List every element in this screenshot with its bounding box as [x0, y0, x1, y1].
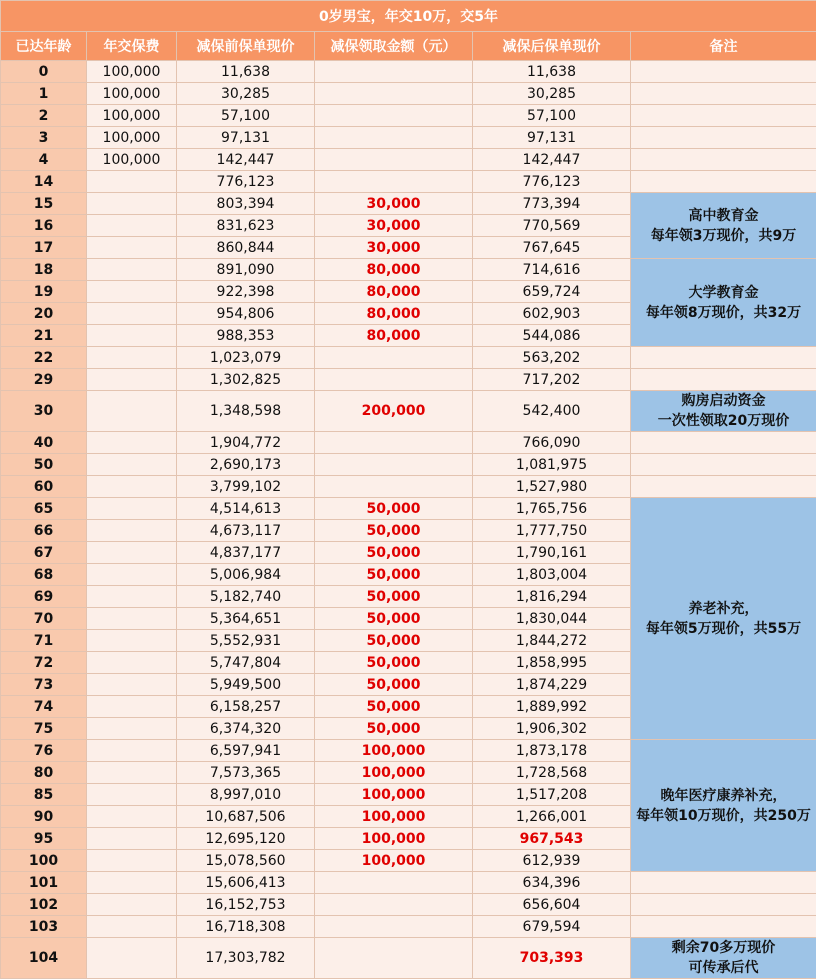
age-cell: 60 [1, 476, 87, 498]
withdrawal-cell: 50,000 [315, 520, 473, 542]
value-before-cell: 776,123 [177, 171, 315, 193]
value-before-cell: 4,837,177 [177, 542, 315, 564]
value-before-cell: 5,747,804 [177, 652, 315, 674]
value-after-cell: 57,100 [473, 105, 631, 127]
value-before-cell: 3,799,102 [177, 476, 315, 498]
value-before-cell: 5,552,931 [177, 630, 315, 652]
note-line: 高中教育金 [631, 206, 816, 226]
value-before-cell: 5,364,651 [177, 608, 315, 630]
premium-cell [87, 369, 177, 391]
value-after-cell: 544,086 [473, 325, 631, 347]
age-cell: 15 [1, 193, 87, 215]
value-after-cell: 767,645 [473, 237, 631, 259]
header-value-after: 减保后保单现价 [473, 32, 631, 61]
withdrawal-cell: 80,000 [315, 281, 473, 303]
value-before-cell: 954,806 [177, 303, 315, 325]
value-before-cell: 803,394 [177, 193, 315, 215]
header-value-before: 减保前保单现价 [177, 32, 315, 61]
note-cell-empty [631, 872, 816, 894]
age-cell: 14 [1, 171, 87, 193]
value-before-cell: 6,597,941 [177, 740, 315, 762]
table-row [1, 916, 816, 938]
value-after-cell: 634,396 [473, 872, 631, 894]
withdrawal-cell [315, 432, 473, 454]
premium-cell [87, 347, 177, 369]
premium-cell [87, 872, 177, 894]
header-notes: 备注 [631, 32, 816, 61]
table-row [1, 127, 816, 149]
value-before-cell: 7,573,365 [177, 762, 315, 784]
withdrawal-cell: 100,000 [315, 806, 473, 828]
withdrawal-cell: 50,000 [315, 674, 473, 696]
value-after-cell: 563,202 [473, 347, 631, 369]
premium-cell [87, 784, 177, 806]
withdrawal-cell [315, 149, 473, 171]
value-before-cell: 15,606,413 [177, 872, 315, 894]
premium-cell [87, 850, 177, 872]
premium-cell [87, 828, 177, 850]
value-before-cell: 8,997,010 [177, 784, 315, 806]
table-row [1, 171, 816, 193]
value-after-cell: 1,728,568 [473, 762, 631, 784]
premium-cell: 100,000 [87, 83, 177, 105]
value-after-cell: 679,594 [473, 916, 631, 938]
premium-cell: 100,000 [87, 105, 177, 127]
note-cell-empty [631, 894, 816, 916]
premium-cell [87, 938, 177, 979]
withdrawal-cell: 100,000 [315, 828, 473, 850]
premium-cell [87, 916, 177, 938]
withdrawal-cell [315, 61, 473, 83]
value-after-cell: 766,090 [473, 432, 631, 454]
age-cell: 66 [1, 520, 87, 542]
note-cell-empty [631, 149, 816, 171]
table-row [1, 259, 816, 281]
withdrawal-cell: 80,000 [315, 325, 473, 347]
value-after-cell: 11,638 [473, 61, 631, 83]
withdrawal-cell [315, 127, 473, 149]
premium-cell [87, 193, 177, 215]
value-after-cell: 1,081,975 [473, 454, 631, 476]
table-row [1, 498, 816, 520]
value-after-cell: 602,903 [473, 303, 631, 325]
age-cell: 1 [1, 83, 87, 105]
table-row [1, 149, 816, 171]
note-cell-empty [631, 83, 816, 105]
value-after-cell: 717,202 [473, 369, 631, 391]
note-cell-empty [631, 454, 816, 476]
premium-cell [87, 674, 177, 696]
value-after-cell: 142,447 [473, 149, 631, 171]
withdrawal-cell [315, 369, 473, 391]
value-after-cell: 703,393 [473, 938, 631, 979]
premium-cell [87, 432, 177, 454]
table-row [1, 740, 816, 762]
value-before-cell: 922,398 [177, 281, 315, 303]
table-row [1, 938, 816, 979]
value-after-cell: 1,906,302 [473, 718, 631, 740]
note-cell [631, 193, 816, 259]
age-cell: 72 [1, 652, 87, 674]
age-cell: 80 [1, 762, 87, 784]
header-age: 已达年龄 [1, 32, 87, 61]
age-cell: 29 [1, 369, 87, 391]
age-cell: 73 [1, 674, 87, 696]
table-body [1, 61, 816, 979]
value-before-cell: 1,348,598 [177, 391, 315, 432]
age-cell: 74 [1, 696, 87, 718]
value-after-cell: 770,569 [473, 215, 631, 237]
age-cell: 4 [1, 149, 87, 171]
premium-cell [87, 520, 177, 542]
premium-cell [87, 564, 177, 586]
value-before-cell: 1,023,079 [177, 347, 315, 369]
premium-cell [87, 171, 177, 193]
note-line: 大学教育金 [631, 283, 816, 303]
note-line: 剩余70多万现价 [631, 938, 816, 958]
table-row [1, 872, 816, 894]
withdrawal-cell: 50,000 [315, 586, 473, 608]
note-cell [631, 938, 816, 979]
premium-cell: 100,000 [87, 149, 177, 171]
table-row [1, 476, 816, 498]
value-after-cell: 1,790,161 [473, 542, 631, 564]
age-cell: 70 [1, 608, 87, 630]
note-line: 购房启动资金 [631, 391, 816, 411]
withdrawal-cell: 200,000 [315, 391, 473, 432]
value-after-cell: 656,604 [473, 894, 631, 916]
withdrawal-cell: 50,000 [315, 652, 473, 674]
table-row [1, 83, 816, 105]
value-after-cell: 1,830,044 [473, 608, 631, 630]
value-before-cell: 988,353 [177, 325, 315, 347]
value-after-cell: 1,777,750 [473, 520, 631, 542]
withdrawal-cell: 100,000 [315, 740, 473, 762]
withdrawal-cell [315, 894, 473, 916]
age-cell: 103 [1, 916, 87, 938]
table-row [1, 369, 816, 391]
value-before-cell: 6,158,257 [177, 696, 315, 718]
value-before-cell: 12,695,120 [177, 828, 315, 850]
age-cell: 3 [1, 127, 87, 149]
note-cell-empty [631, 105, 816, 127]
note-cell [631, 740, 816, 872]
note-cell-empty [631, 476, 816, 498]
value-before-cell: 860,844 [177, 237, 315, 259]
table-row [1, 432, 816, 454]
age-cell: 16 [1, 215, 87, 237]
note-cell [631, 498, 816, 740]
note-cell [631, 259, 816, 347]
value-before-cell: 6,374,320 [177, 718, 315, 740]
note-cell-empty [631, 171, 816, 193]
header-row [1, 32, 816, 61]
value-after-cell: 659,724 [473, 281, 631, 303]
value-after-cell: 542,400 [473, 391, 631, 432]
premium-cell [87, 762, 177, 784]
withdrawal-cell [315, 476, 473, 498]
value-before-cell: 15,078,560 [177, 850, 315, 872]
note-line: 每年领5万现价，共55万 [631, 619, 816, 639]
value-before-cell: 891,090 [177, 259, 315, 281]
premium-cell [87, 718, 177, 740]
value-after-cell: 1,266,001 [473, 806, 631, 828]
note-line: 可传承后代 [631, 958, 816, 978]
age-cell: 50 [1, 454, 87, 476]
value-after-cell: 1,844,272 [473, 630, 631, 652]
premium-cell [87, 652, 177, 674]
withdrawal-cell: 30,000 [315, 237, 473, 259]
premium-cell [87, 586, 177, 608]
header-annual-premium: 年交保费 [87, 32, 177, 61]
premium-cell [87, 740, 177, 762]
value-after-cell: 1,803,004 [473, 564, 631, 586]
table-row [1, 193, 816, 215]
withdrawal-cell: 50,000 [315, 564, 473, 586]
note-cell-empty [631, 432, 816, 454]
withdrawal-cell: 50,000 [315, 696, 473, 718]
premium-cell [87, 542, 177, 564]
table-row [1, 347, 816, 369]
withdrawal-cell: 50,000 [315, 718, 473, 740]
age-cell: 17 [1, 237, 87, 259]
value-after-cell: 967,543 [473, 828, 631, 850]
header-withdrawal-amount: 减保领取金额（元） [315, 32, 473, 61]
value-before-cell: 57,100 [177, 105, 315, 127]
note-line: 一次性领取20万现价 [631, 411, 816, 431]
note-line: 每年领8万现价，共32万 [631, 303, 816, 323]
premium-cell [87, 259, 177, 281]
withdrawal-cell: 100,000 [315, 784, 473, 806]
age-cell: 100 [1, 850, 87, 872]
age-cell: 22 [1, 347, 87, 369]
withdrawal-cell [315, 938, 473, 979]
table-row [1, 894, 816, 916]
age-cell: 95 [1, 828, 87, 850]
value-after-cell: 1,874,229 [473, 674, 631, 696]
withdrawal-cell [315, 105, 473, 127]
table-row [1, 454, 816, 476]
value-before-cell: 5,006,984 [177, 564, 315, 586]
table-title: 0岁男宝，年交10万，交5年 [1, 1, 816, 32]
value-after-cell: 1,889,992 [473, 696, 631, 718]
table-row [1, 391, 816, 432]
premium-cell [87, 806, 177, 828]
premium-cell [87, 391, 177, 432]
withdrawal-cell: 50,000 [315, 498, 473, 520]
age-cell: 0 [1, 61, 87, 83]
value-after-cell: 30,285 [473, 83, 631, 105]
note-line: 每年领3万现价，共9万 [631, 226, 816, 246]
note-line: 晚年医疗康养补充， [631, 786, 816, 806]
age-cell: 102 [1, 894, 87, 916]
withdrawal-cell: 50,000 [315, 542, 473, 564]
withdrawal-cell: 80,000 [315, 259, 473, 281]
value-before-cell: 16,152,753 [177, 894, 315, 916]
note-cell-empty [631, 916, 816, 938]
withdrawal-cell: 100,000 [315, 850, 473, 872]
age-cell: 30 [1, 391, 87, 432]
premium-cell [87, 476, 177, 498]
note-cell-empty [631, 347, 816, 369]
value-before-cell: 30,285 [177, 83, 315, 105]
value-before-cell: 11,638 [177, 61, 315, 83]
age-cell: 68 [1, 564, 87, 586]
value-after-cell: 612,939 [473, 850, 631, 872]
note-cell [631, 391, 816, 432]
withdrawal-cell: 50,000 [315, 608, 473, 630]
value-before-cell: 97,131 [177, 127, 315, 149]
value-after-cell: 1,765,756 [473, 498, 631, 520]
withdrawal-cell [315, 347, 473, 369]
note-line: 每年领10万现价，共250万 [631, 806, 816, 826]
premium-cell [87, 237, 177, 259]
age-cell: 71 [1, 630, 87, 652]
value-before-cell: 4,514,613 [177, 498, 315, 520]
age-cell: 2 [1, 105, 87, 127]
premium-cell [87, 894, 177, 916]
value-before-cell: 5,182,740 [177, 586, 315, 608]
value-before-cell: 16,718,308 [177, 916, 315, 938]
withdrawal-cell [315, 916, 473, 938]
age-cell: 21 [1, 325, 87, 347]
age-cell: 104 [1, 938, 87, 979]
value-before-cell: 1,904,772 [177, 432, 315, 454]
value-before-cell: 4,673,117 [177, 520, 315, 542]
premium-cell [87, 696, 177, 718]
premium-cell: 100,000 [87, 127, 177, 149]
withdrawal-cell [315, 83, 473, 105]
withdrawal-cell: 30,000 [315, 193, 473, 215]
value-after-cell: 1,527,980 [473, 476, 631, 498]
note-cell-empty [631, 369, 816, 391]
withdrawal-cell: 50,000 [315, 630, 473, 652]
age-cell: 101 [1, 872, 87, 894]
withdrawal-cell [315, 171, 473, 193]
premium-cell [87, 215, 177, 237]
premium-cell [87, 630, 177, 652]
age-cell: 90 [1, 806, 87, 828]
age-cell: 67 [1, 542, 87, 564]
value-after-cell: 776,123 [473, 171, 631, 193]
value-after-cell: 1,858,995 [473, 652, 631, 674]
table-title-row [1, 1, 816, 32]
table-row [1, 105, 816, 127]
premium-cell [87, 498, 177, 520]
withdrawal-cell: 30,000 [315, 215, 473, 237]
premium-cell [87, 325, 177, 347]
note-line: 养老补充， [631, 599, 816, 619]
note-cell-empty [631, 127, 816, 149]
premium-cell [87, 608, 177, 630]
value-after-cell: 97,131 [473, 127, 631, 149]
age-cell: 76 [1, 740, 87, 762]
premium-cell [87, 454, 177, 476]
age-cell: 40 [1, 432, 87, 454]
note-cell-empty [631, 61, 816, 83]
withdrawal-cell: 100,000 [315, 762, 473, 784]
value-before-cell: 10,687,506 [177, 806, 315, 828]
age-cell: 85 [1, 784, 87, 806]
value-before-cell: 17,303,782 [177, 938, 315, 979]
age-cell: 20 [1, 303, 87, 325]
premium-cell [87, 303, 177, 325]
value-after-cell: 1,517,208 [473, 784, 631, 806]
age-cell: 19 [1, 281, 87, 303]
age-cell: 69 [1, 586, 87, 608]
value-before-cell: 2,690,173 [177, 454, 315, 476]
value-after-cell: 714,616 [473, 259, 631, 281]
value-after-cell: 1,816,294 [473, 586, 631, 608]
age-cell: 18 [1, 259, 87, 281]
value-before-cell: 1,302,825 [177, 369, 315, 391]
value-before-cell: 5,949,500 [177, 674, 315, 696]
value-after-cell: 1,873,178 [473, 740, 631, 762]
withdrawal-cell: 80,000 [315, 303, 473, 325]
withdrawal-cell [315, 872, 473, 894]
withdrawal-cell [315, 454, 473, 476]
value-after-cell: 773,394 [473, 193, 631, 215]
age-cell: 75 [1, 718, 87, 740]
value-before-cell: 142,447 [177, 149, 315, 171]
premium-cell: 100,000 [87, 61, 177, 83]
premium-cell [87, 281, 177, 303]
age-cell: 65 [1, 498, 87, 520]
table-row [1, 61, 816, 83]
value-before-cell: 831,623 [177, 215, 315, 237]
